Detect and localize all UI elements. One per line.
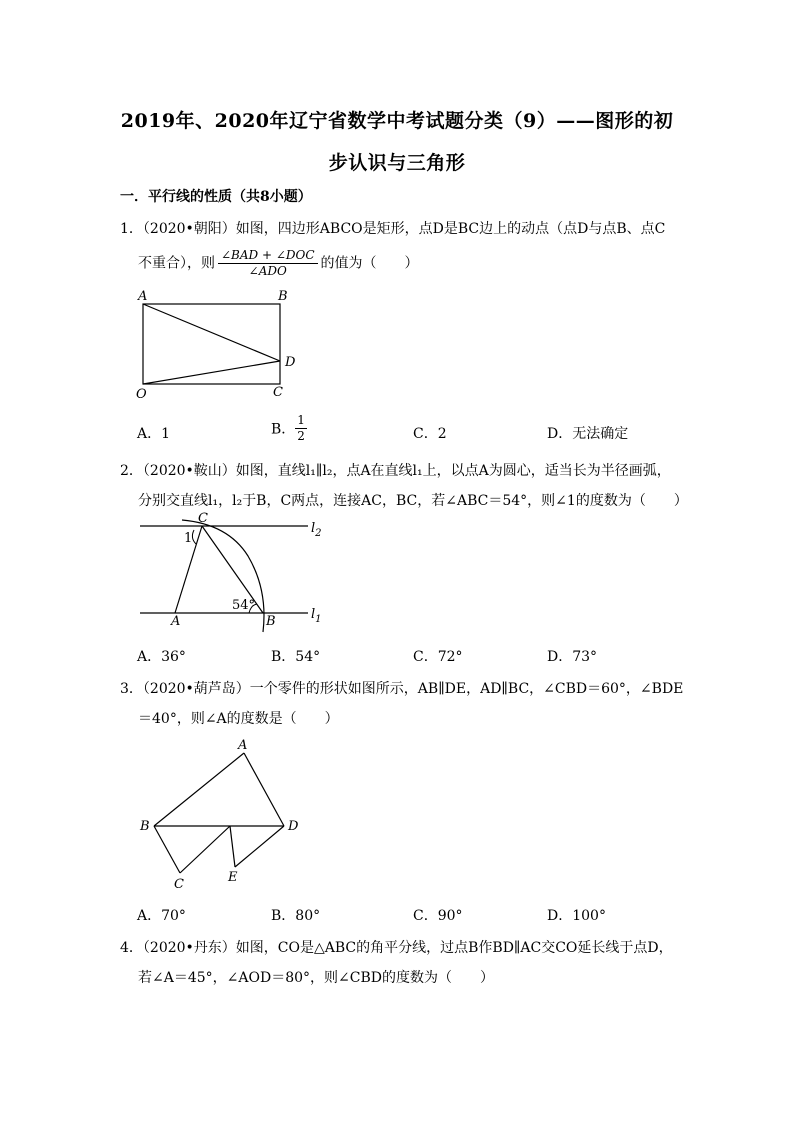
- compass-arc: [182, 520, 264, 632]
- q2-option-b[interactable]: B．54°: [271, 649, 321, 665]
- q2-option-d[interactable]: D．73°: [547, 649, 598, 665]
- q1-option-d[interactable]: D．无法确定: [547, 426, 629, 442]
- q3-option-a[interactable]: A．70°: [137, 908, 186, 924]
- q1-option-b-fraction: [295, 413, 307, 444]
- label-b: B: [278, 289, 288, 304]
- q1-text-prefix: 不重合），则: [138, 255, 215, 272]
- l1-letter: l: [311, 607, 316, 622]
- page-title: 2019年、2020年辽宁省数学中考试题分类（9）——图形的初: [120, 110, 674, 132]
- q3-option-c[interactable]: C．90°: [413, 908, 463, 924]
- fraction-numerator: 1: [297, 413, 305, 427]
- q3-part-shape-figure: [136, 736, 316, 896]
- q1-option-c[interactable]: C．2: [413, 426, 447, 442]
- segment-bc: [154, 826, 180, 873]
- q1-fraction-denominator: ∠ADO: [248, 264, 287, 278]
- label-d: D: [288, 819, 299, 834]
- segment-ad: [244, 753, 284, 826]
- q1-fraction-numerator: ∠BAD + ∠DOC: [218, 248, 318, 264]
- q3-option-d[interactable]: D．100°: [547, 908, 606, 924]
- label-c: C: [273, 385, 283, 400]
- angle-1-arc: [192, 530, 196, 544]
- segment-mid-e: [230, 826, 235, 867]
- label-a: A: [138, 289, 148, 304]
- label-o: O: [136, 387, 147, 402]
- q2-text-line1: 2．（2020•鞍山）如图，直线l₁∥l₂，点A在直线l₁上，以点A为圆心，适当长为半径画弧，: [120, 463, 671, 479]
- q1-text-line1: 1．（2020•朝阳）如图，四边形ABCO是矩形，点D是BC边上的动点（点D与点B、点C: [120, 221, 666, 237]
- section-heading: 一．平行线的性质（共8小题）: [120, 189, 312, 205]
- q1-option-a[interactable]: A．1: [137, 426, 171, 442]
- q1-fraction: [218, 248, 318, 279]
- label-b: B: [140, 819, 150, 834]
- segment-de: [235, 826, 284, 867]
- label-a: A: [238, 738, 248, 753]
- label-l1: [311, 607, 322, 625]
- page-title-continued: 步认识与三角形: [328, 152, 466, 174]
- q4-text-line1: 4．（2020•丹东）如图，CO是△ABC的角平分线，过点B作BD∥AC交CO延长线于点D，: [120, 940, 673, 956]
- q4-text-line2: 若∠A＝45°，∠AOD＝80°，则∠CBD的度数为（ ）: [138, 970, 494, 986]
- l1-subscript: 1: [315, 614, 322, 625]
- l2-letter: l: [311, 521, 316, 536]
- label-d: D: [285, 355, 296, 370]
- label-e: E: [228, 870, 238, 885]
- q3-text-line1: 3．（2020•葫芦岛）一个零件的形状如图所示，AB∥DE，AD∥BC，∠CBD＝60°，∠BDE: [120, 681, 684, 697]
- q1-rectangle-figure: [130, 286, 310, 406]
- q1-option-b[interactable]: [271, 413, 307, 444]
- label-l2: [311, 521, 322, 539]
- q2-parallel-lines-figure: [136, 510, 336, 640]
- q1-option-b-prefix: B．: [271, 421, 296, 438]
- q1-text-line2: [138, 248, 419, 279]
- q3-option-b[interactable]: B．80°: [271, 908, 321, 924]
- label-angle-1: 1: [184, 531, 193, 546]
- label-c: C: [174, 877, 184, 892]
- segment-ab: [154, 753, 244, 826]
- label-c: C: [198, 511, 208, 526]
- q1-text-suffix: 的值为（ ）: [320, 255, 419, 272]
- segment-ad: [143, 304, 280, 361]
- l2-subscript: 2: [315, 528, 322, 539]
- segment-od: [143, 361, 280, 384]
- q3-text-line2: ＝40°，则∠A的度数是（ ）: [138, 711, 339, 727]
- label-a: A: [171, 614, 181, 629]
- q2-option-c[interactable]: C．72°: [413, 649, 463, 665]
- label-b: B: [266, 614, 276, 629]
- label-angle-54: 54°: [232, 598, 256, 613]
- segment-c-mid: [180, 826, 230, 873]
- q2-text-line2: 分别交直线l₁，l₂于B，C两点，连接AC，BC，若∠ABC＝54°，则∠1的度数为（ ）: [138, 493, 688, 509]
- q2-option-a[interactable]: A．36°: [137, 649, 186, 665]
- fraction-denominator: 2: [297, 429, 305, 443]
